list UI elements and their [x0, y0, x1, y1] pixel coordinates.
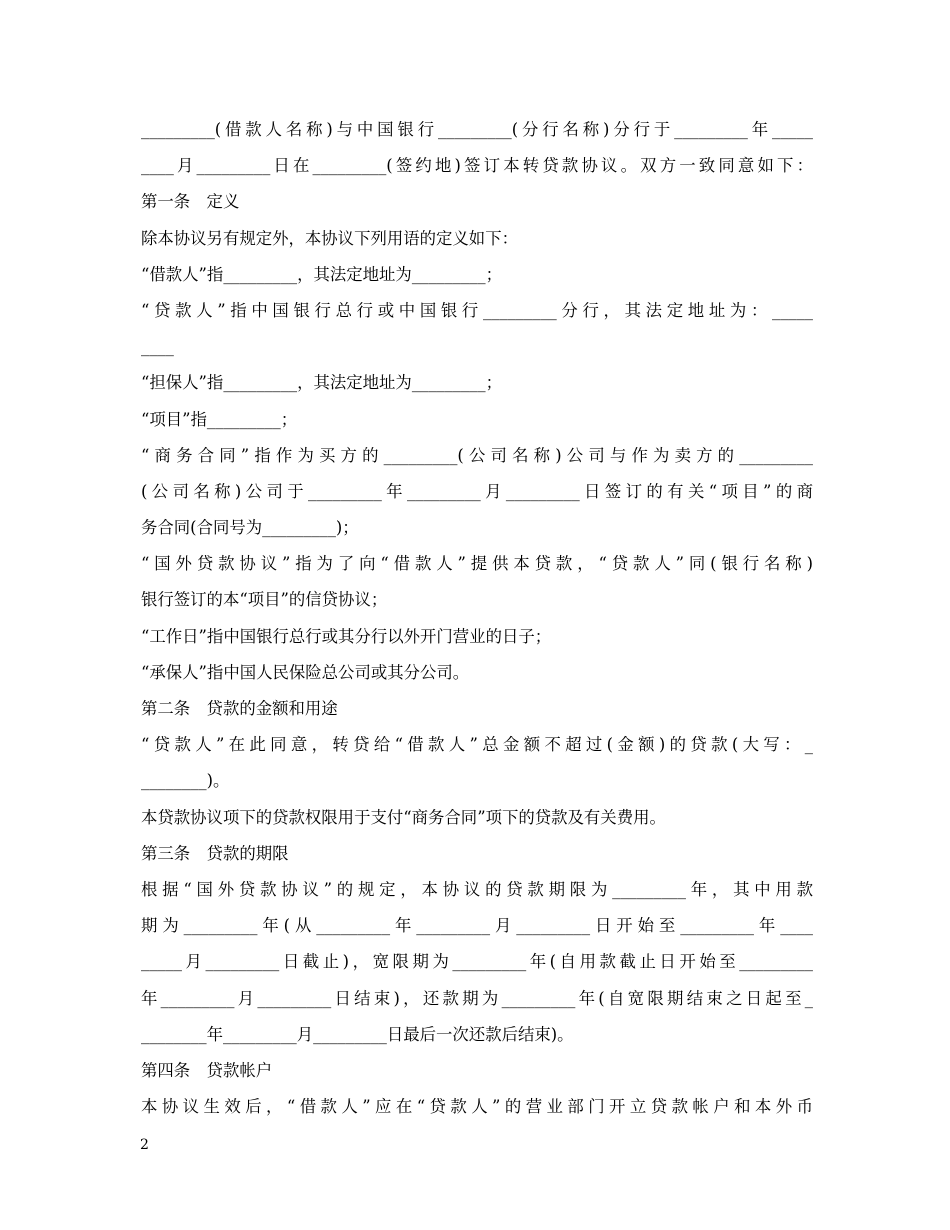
- document-line: _____月_________日截止)，宽限期为_________年(自用款截止日开始至_________: [141, 952, 813, 972]
- document-line: 期为_________年(从_________年_________月_________日开始至_________年____: [141, 916, 813, 936]
- document-line: ____月_________日在_________(签约地)签订本转贷款协议。双方一致同意如下：: [141, 156, 813, 176]
- document-line: “工作日”指中国银行总行或其分行以外开门营业的日子；: [141, 626, 552, 646]
- document-line: “借款人”指_________，其法定地址为_________；: [141, 264, 502, 284]
- document-line: 银行签订的本“项目”的信贷协议；: [141, 590, 388, 610]
- document-line: 除本协议另有规定外，本协议下列用语的定义如下：: [141, 228, 518, 248]
- document-line: ____: [141, 337, 174, 357]
- document-line: “商务合同”指作为买方的_________(公司名称)公司与作为卖方的_________: [141, 445, 813, 465]
- document-line: 第一条 定义: [141, 192, 240, 212]
- document-line: “担保人”指_________，其法定地址为_________；: [141, 373, 502, 393]
- document-line: “贷款人”指中国银行总行或中国银行_________分行，其法定地址为：_____: [141, 300, 813, 320]
- document-line: 本贷款协议项下的贷款权限用于支付“商务合同”项下的贷款及有关费用。: [141, 807, 666, 827]
- document-line: ________年_________月_________日最后一次还款后结束)。: [141, 1024, 574, 1044]
- document-line: 第四条 贷款帐户: [141, 1060, 273, 1080]
- document-line: (公司名称)公司于_________年_________月_________日签订的有关“项目”的商: [141, 481, 813, 501]
- document-line: “项目”指_________；: [141, 409, 298, 429]
- document-line: 第二条 贷款的金额和用途: [141, 699, 338, 718]
- document-line: “承保人”指中国人民保险总公司或其分公司。: [141, 662, 470, 682]
- document-line: “国外贷款协议”指为了向“借款人”提供本贷款，“贷款人”同(银行名称): [141, 554, 813, 574]
- document-line: 本协议生效后，“借款人”应在“贷款人”的营业部门开立贷款帐户和本外币: [141, 1097, 813, 1117]
- document-line: 第三条 贷款的期限: [141, 843, 289, 863]
- document-line: 根据“国外贷款协议”的规定，本协议的贷款期限为_________年，其中用款: [141, 879, 813, 899]
- document-line: _________(借款人名称)与中国银行_________(分行名称)分行于_________年_____: [141, 120, 813, 139]
- document-line: 务合同(合同号为_________)；: [141, 518, 359, 538]
- document-line: ________)。: [141, 771, 230, 791]
- document-body: [141, 112, 813, 1125]
- document-line: 年_________月_________日结束)，还款期为_________年(自宽限期结束之日起至_: [141, 988, 813, 1008]
- page-number: 2: [140, 1137, 149, 1153]
- document-line: “贷款人”在此同意，转贷给“借款人”总金额不超过(金额)的贷款(大写：_: [141, 735, 813, 755]
